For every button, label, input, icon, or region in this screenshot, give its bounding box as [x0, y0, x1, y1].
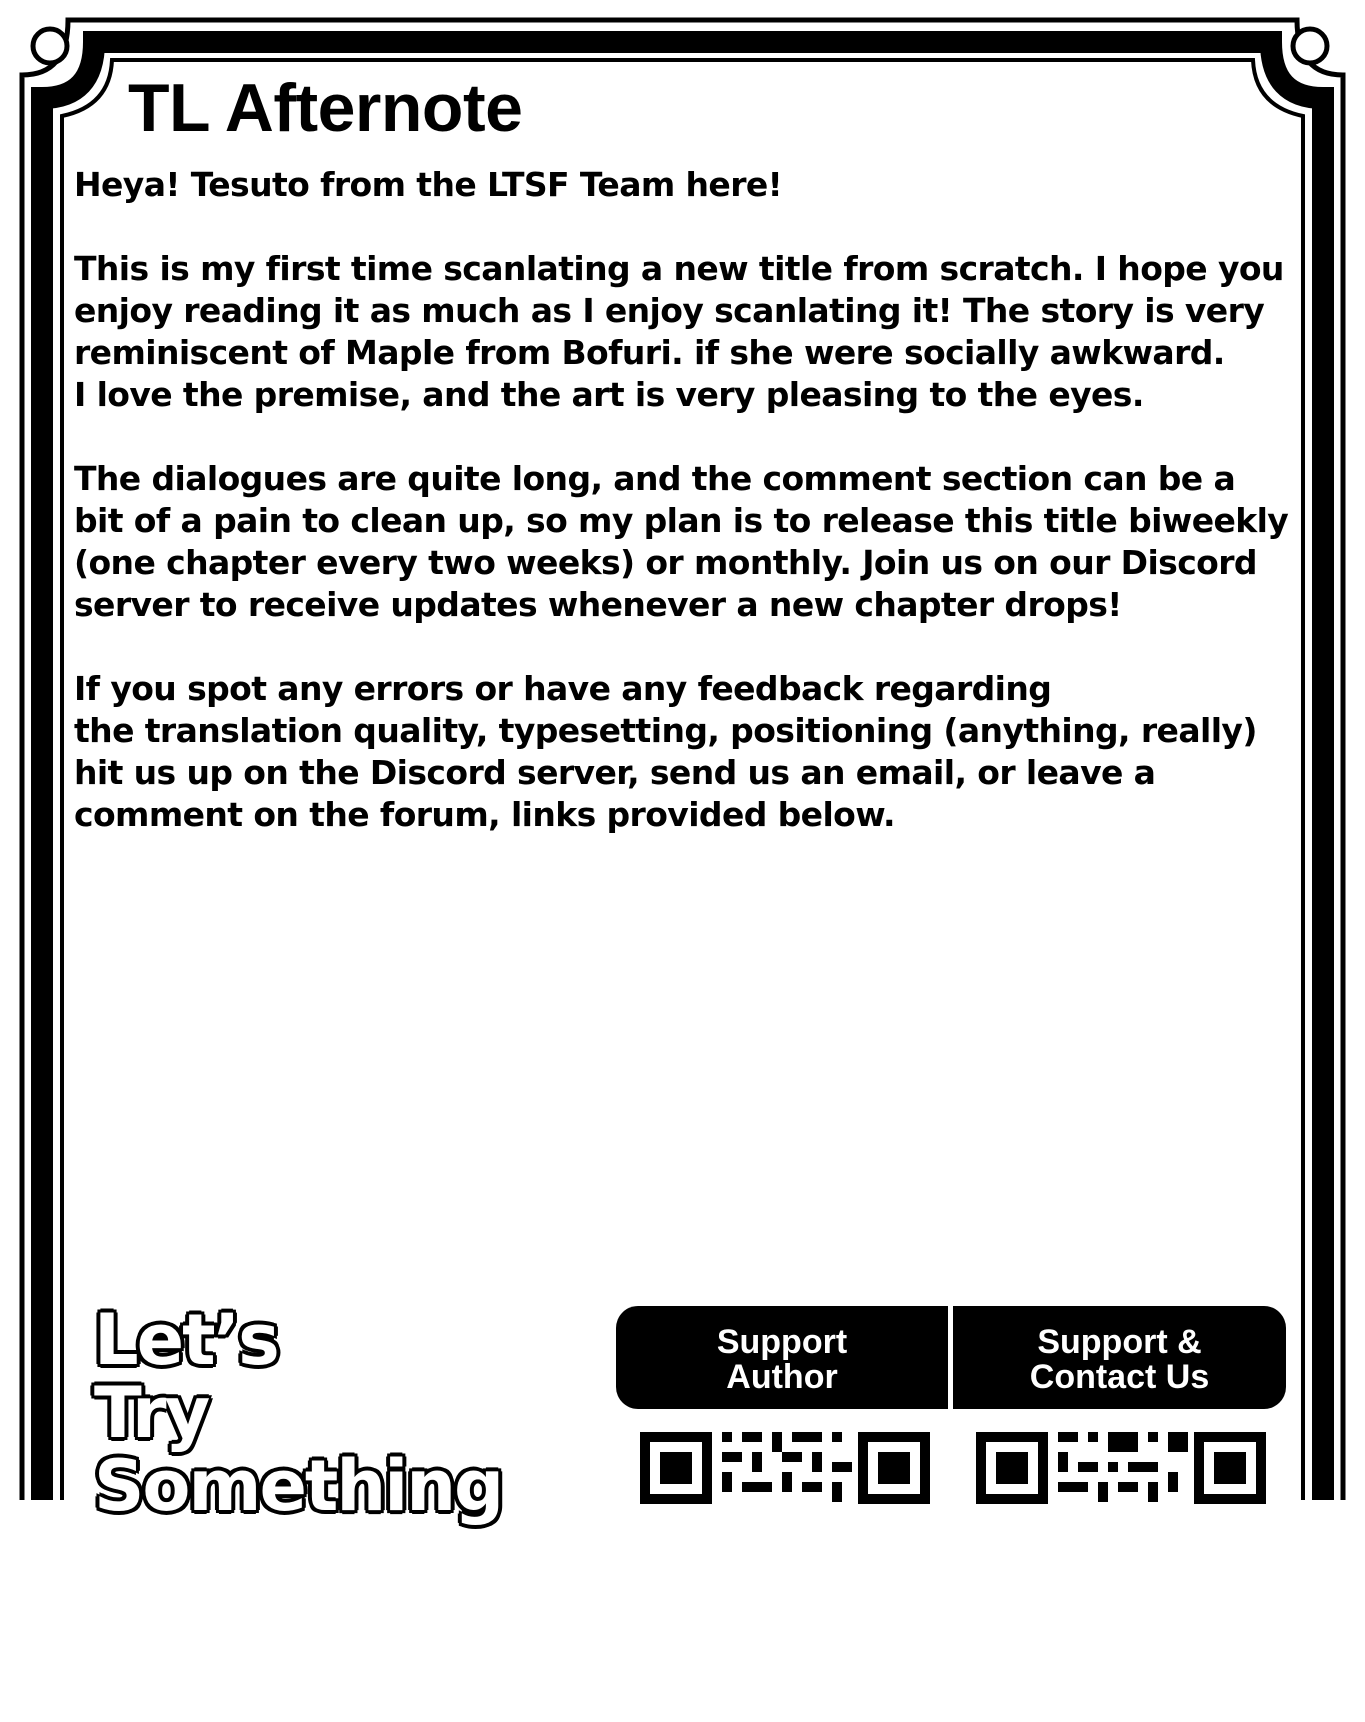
support-contact-label-line2: Contact Us [1029, 1357, 1210, 1396]
text-line: I love the premise, and the art is very pleasing to the eyes. [74, 375, 1144, 414]
logo-line: Something [94, 1445, 503, 1527]
text-line: comment on the forum, links provided below. [74, 795, 895, 834]
paragraph-intro [74, 248, 1294, 416]
text-line: enjoy reading it as much as I enjoy scanlating it! The story is very [74, 291, 1265, 330]
team-logo [94, 1299, 614, 1527]
text-line: Heya! Tesuto from the LTSF Team here! [74, 165, 783, 204]
logo-line: Try [94, 1372, 209, 1454]
paragraph-schedule [74, 458, 1294, 626]
text-line: hit us up on the Discord server, send us an email, or leave a [74, 753, 1156, 792]
afternote-body [74, 164, 1294, 878]
support-links-header [616, 1306, 1286, 1409]
page-title: TL Afternote [128, 70, 523, 146]
support-author-button[interactable] [616, 1306, 948, 1409]
qr-code-icon[interactable] [976, 1432, 1266, 1722]
support-author-label-line2: Author [726, 1357, 838, 1396]
text-line: bit of a pain to clean up, so my plan is to release this title biweekly [74, 501, 1289, 540]
text-line: If you spot any errors or have any feedback regarding [74, 669, 1052, 708]
support-author-label-line1: Support [716, 1322, 848, 1361]
text-line: reminiscent of Maple from Bofuri. if she were socially awkward. [74, 333, 1225, 372]
text-line: The dialogues are quite long, and the comment section can be a [74, 459, 1236, 498]
support-contact-button[interactable] [953, 1306, 1286, 1409]
text-line: This is my first time scanlating a new title from scratch. I hope you [74, 249, 1284, 288]
paragraph-greeting [74, 164, 1294, 206]
text-line: the translation quality, typesetting, positioning (anything, really) [74, 711, 1257, 750]
support-contact-label-line1: Support & [1037, 1322, 1202, 1361]
qr-code-icon[interactable] [640, 1432, 930, 1722]
text-line: server to receive updates whenever a new chapter drops! [74, 585, 1122, 624]
text-line: (one chapter every two weeks) or monthly. Join us on our Discord [74, 543, 1257, 582]
logo-line: Let’s [94, 1299, 278, 1381]
paragraph-feedback [74, 668, 1294, 836]
